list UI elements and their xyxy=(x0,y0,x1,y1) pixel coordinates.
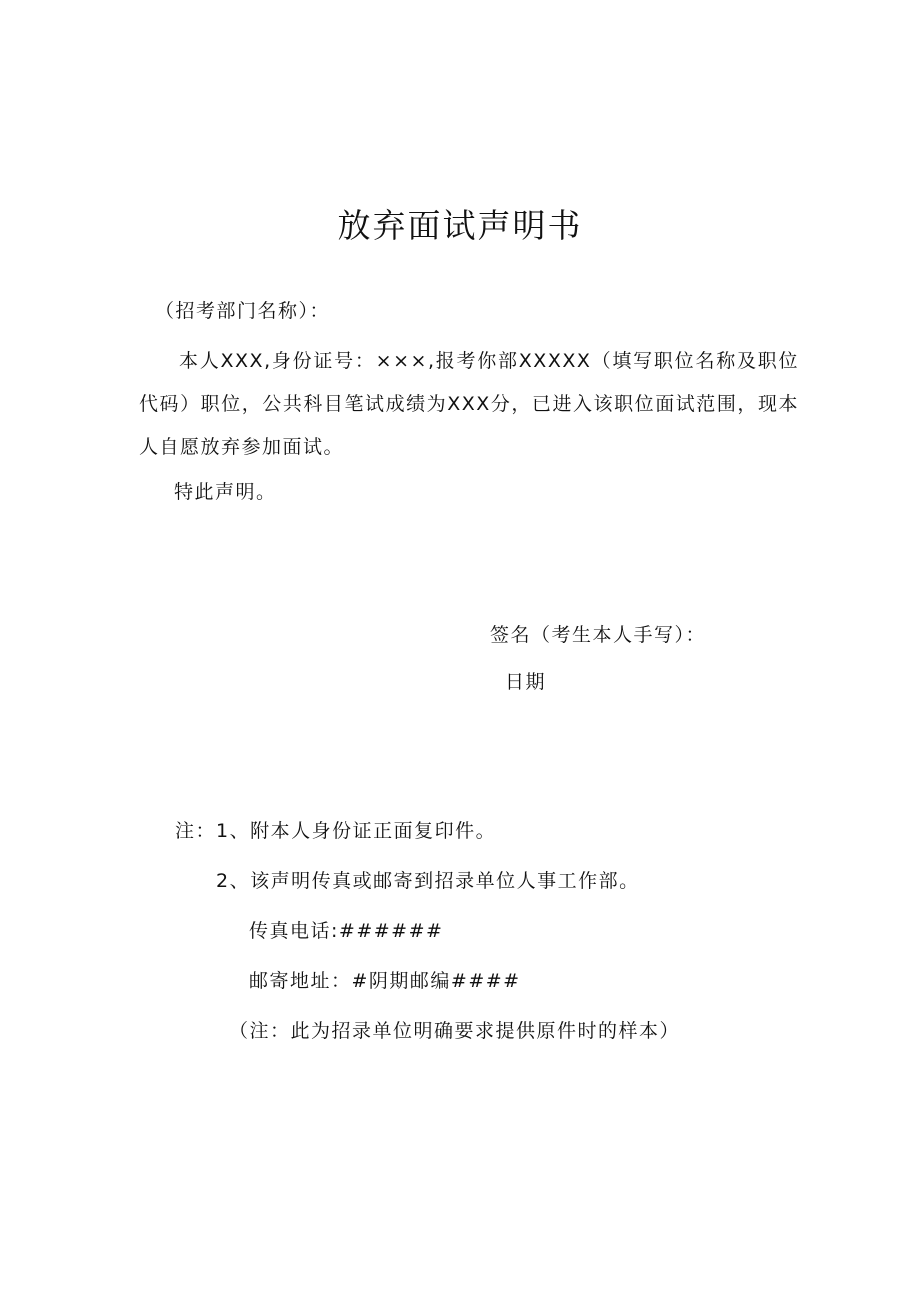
document-title: 放弃面试声明书 xyxy=(337,206,583,245)
salutation: （招考部门名称）： xyxy=(155,300,331,322)
statement-body: 本人XXX,身份证号：×××,报考你部XXXXX（填写职位名称及职位代码）职位，公共科目笔试成绩为XXX分，已进入该职位面试范围，现本人自愿放弃参加面试。 xyxy=(139,350,799,458)
fax-number: 传真电话:###### xyxy=(249,920,444,942)
mailing-address: 邮寄地址：#阴期邮编#### xyxy=(249,970,521,992)
signature-label: 签名（考生本人手写）： xyxy=(490,624,707,646)
note-item-1: 注：1、附本人身份证正面复印件。 xyxy=(175,820,497,842)
date-label: 日期 xyxy=(505,671,547,693)
closing-line: 特此声明。 xyxy=(174,481,277,503)
note-item-2: 2、该声明传真或邮寄到招录单位人事工作部。 xyxy=(216,870,640,892)
sample-note: （注：此为招录单位明确要求提供原件时的样本） xyxy=(229,1020,681,1042)
